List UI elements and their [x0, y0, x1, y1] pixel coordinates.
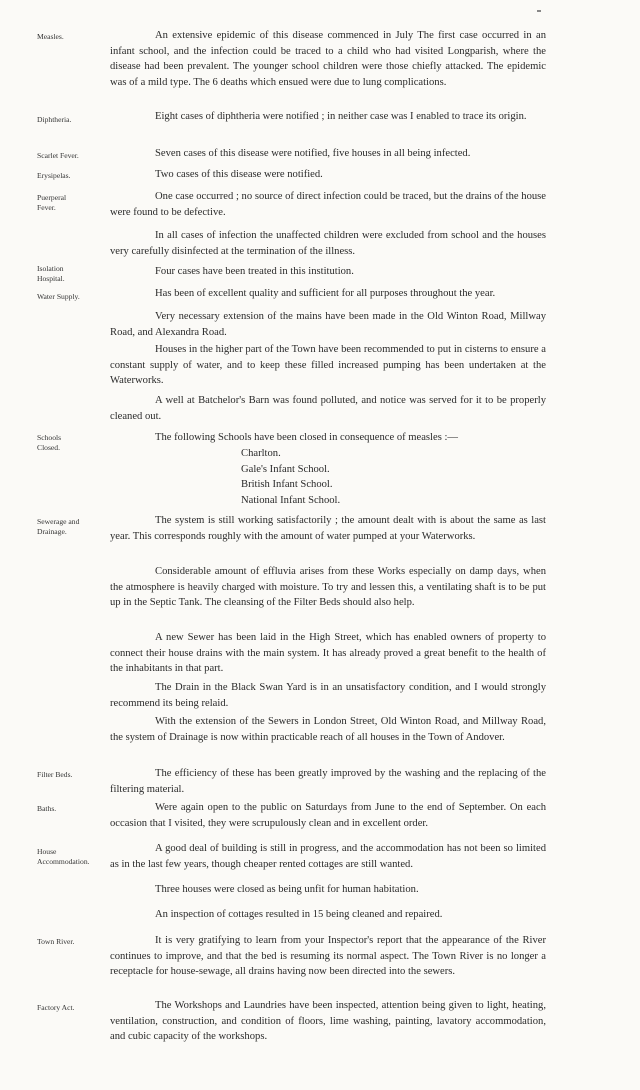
school-item: Charlton. [241, 448, 281, 459]
sidenote-scarlet-fever: Scarlet Fever. [37, 151, 79, 160]
school-item: National Infant School. [241, 495, 341, 507]
paragraph: It is very gratifying to learn from your Inspector's report that the appearance of the River continues to improve, and that the bed is resuming its normal aspect. The Town River is no longer a receptacle for house-sewage, all drains having now been directed into the sewers. [110, 935, 546, 978]
paragraph: In all cases of infection the unaffected children were excluded from school and the houses very carefully disinfected at the termination of the illness. [110, 230, 546, 257]
paragraph: The Drain in the Black Swan Yard is in an unsatisfactory condition, and I would strongly recommend its being relaid. [110, 682, 546, 709]
paragraph: Seven cases of this disease were notified, five houses in all being infected. [155, 148, 471, 159]
section-sewerage-4 [110, 680, 546, 711]
paragraph: The efficiency of these has been greatly improved by the washing and the replacing of the filtering material. [110, 768, 546, 795]
section-baths [110, 800, 546, 831]
section-erysipelas [110, 167, 546, 183]
section-sewerage-1 [110, 513, 546, 544]
section-filter-beds [110, 766, 546, 797]
page-mark [537, 10, 541, 12]
sidenote-isolation-hospital: Isolation Hospital. [37, 264, 65, 283]
section-house-accommodation-2 [110, 882, 546, 898]
section-isolation-hospital [110, 264, 546, 280]
paragraph: Two cases of this disease were notified. [155, 169, 323, 180]
section-house-accommodation-1 [110, 841, 546, 872]
section-sewerage-3 [110, 630, 546, 677]
section-infection-general [110, 228, 546, 259]
section-water-supply-1 [110, 286, 546, 302]
sidenote-sewerage: Sewerage and Drainage. [37, 517, 80, 536]
paragraph: The system is still working satisfactorily ; the amount dealt with is about the same as last year. This corresponds roughly with the amount of water pumped at your Waterworks. [110, 515, 546, 542]
section-measles [110, 28, 546, 91]
sidenote-filter-beds: Filter Beds. [37, 770, 73, 779]
paragraph: Considerable amount of effluvia arises from these Works especially on damp days, when the atmosphere is heavily charged with moisture. To try and lessen this, a ventilating shaft is to be put up in the Septic Tank. The cleansing of the Filter Beds should also help. [110, 566, 546, 609]
section-puerperal-fever [110, 189, 546, 220]
paragraph: With the extension of the Sewers in London Street, Old Winton Road, and Millway Road, the system of Drainage is now within practicable reach of all houses in the Town of Andover. [110, 716, 546, 743]
paragraph: A new Sewer has been laid in the High Street, which has enabled owners of property to connect their house drains with the main system. It has already proved a great benefit to the health of the inhabitants in that part. [110, 632, 546, 675]
paragraph: Eight cases of diphtheria were notified ; in neither case was I enabled to trace its origin. [155, 111, 527, 122]
paragraph: Very necessary extension of the mains have been made in the Old Winton Road, Millway Road, and Alexandra Road. [110, 311, 546, 338]
sidenote-erysipelas: Erysipelas. [37, 171, 71, 180]
section-sewerage-5 [110, 714, 546, 745]
sidenote-town-river: Town River. [37, 937, 75, 946]
paragraph: One case occurred ; no source of direct infection could be traced, but the drains of the house were found to be defective. [110, 191, 546, 218]
paragraph: Three houses were closed as being unfit for human habitation. [155, 884, 419, 895]
sidenote-puerperal-fever: Puerperal Fever. [37, 193, 67, 212]
sidenote-diphtheria: Diphtheria. [37, 115, 72, 124]
section-factory-act [110, 998, 546, 1045]
sidenote-house-accommodation: House Accommodation. [37, 847, 90, 866]
paragraph: An inspection of cottages resulted in 15 being cleaned and repaired. [155, 909, 443, 920]
sidenote-schools-closed: Schools Closed. [37, 433, 62, 452]
schools-list [241, 446, 441, 509]
school-item: British Infant School. [241, 479, 333, 491]
paragraph: A good deal of building is still in progress, and the accommodation has not been so limited as in the last few years, though cheaper rented cottages are still wanted. [110, 843, 546, 870]
section-sewerage-2 [110, 564, 546, 611]
sidenote-baths: Baths. [37, 804, 57, 813]
paragraph: Four cases have been treated in this institution. [155, 266, 354, 277]
section-water-supply-4 [110, 393, 546, 424]
sidenote-factory-act: Factory Act. [37, 1003, 75, 1012]
paragraph: An extensive epidemic of this disease commenced in July The first case occurred in an infant school, and the infection could be traced to a child who had visited Longparish, where the disease had been prevalent. The younger school children were those chiefly attacked. The epidemic was of a mild type. The 6 deaths which ensued were due to lung complications. [110, 30, 546, 89]
section-house-accommodation-3 [110, 907, 546, 923]
paragraph: Has been of excellent quality and sufficient for all purposes throughout the year. [155, 288, 496, 299]
school-item: Gale's Infant School. [241, 463, 330, 475]
paragraph: Houses in the higher part of the Town have been recommended to put in cisterns to ensure a constant supply of water, and to keep these filled increased pumping has been undertaken at the Waterworks. [110, 344, 546, 387]
paragraph: Were again open to the public on Saturdays from June to the end of September. On each occasion that I visited, they were scrupulously clean and in excellent order. [110, 802, 546, 829]
paragraph: The Workshops and Laundries have been inspected, attention being given to light, heating, ventilation, construction, and condition of floors, lime washing, painting, lavatory accommodation, and cubic capacity of the workshops. [110, 1000, 546, 1043]
paragraph: The following Schools have been closed in consequence of measles :— [155, 432, 459, 443]
section-scarlet-fever [110, 146, 546, 162]
section-diphtheria [110, 109, 546, 125]
section-town-river [110, 933, 546, 980]
section-schools-closed [110, 430, 546, 446]
sidenote-water-supply: Water Supply. [37, 292, 80, 301]
section-water-supply-2 [110, 309, 546, 340]
section-water-supply-3 [110, 342, 546, 389]
paragraph: A well at Batchelor's Barn was found polluted, and notice was served for it to be properly cleaned out. [110, 395, 546, 422]
sidenote-measles: Measles. [37, 32, 64, 41]
